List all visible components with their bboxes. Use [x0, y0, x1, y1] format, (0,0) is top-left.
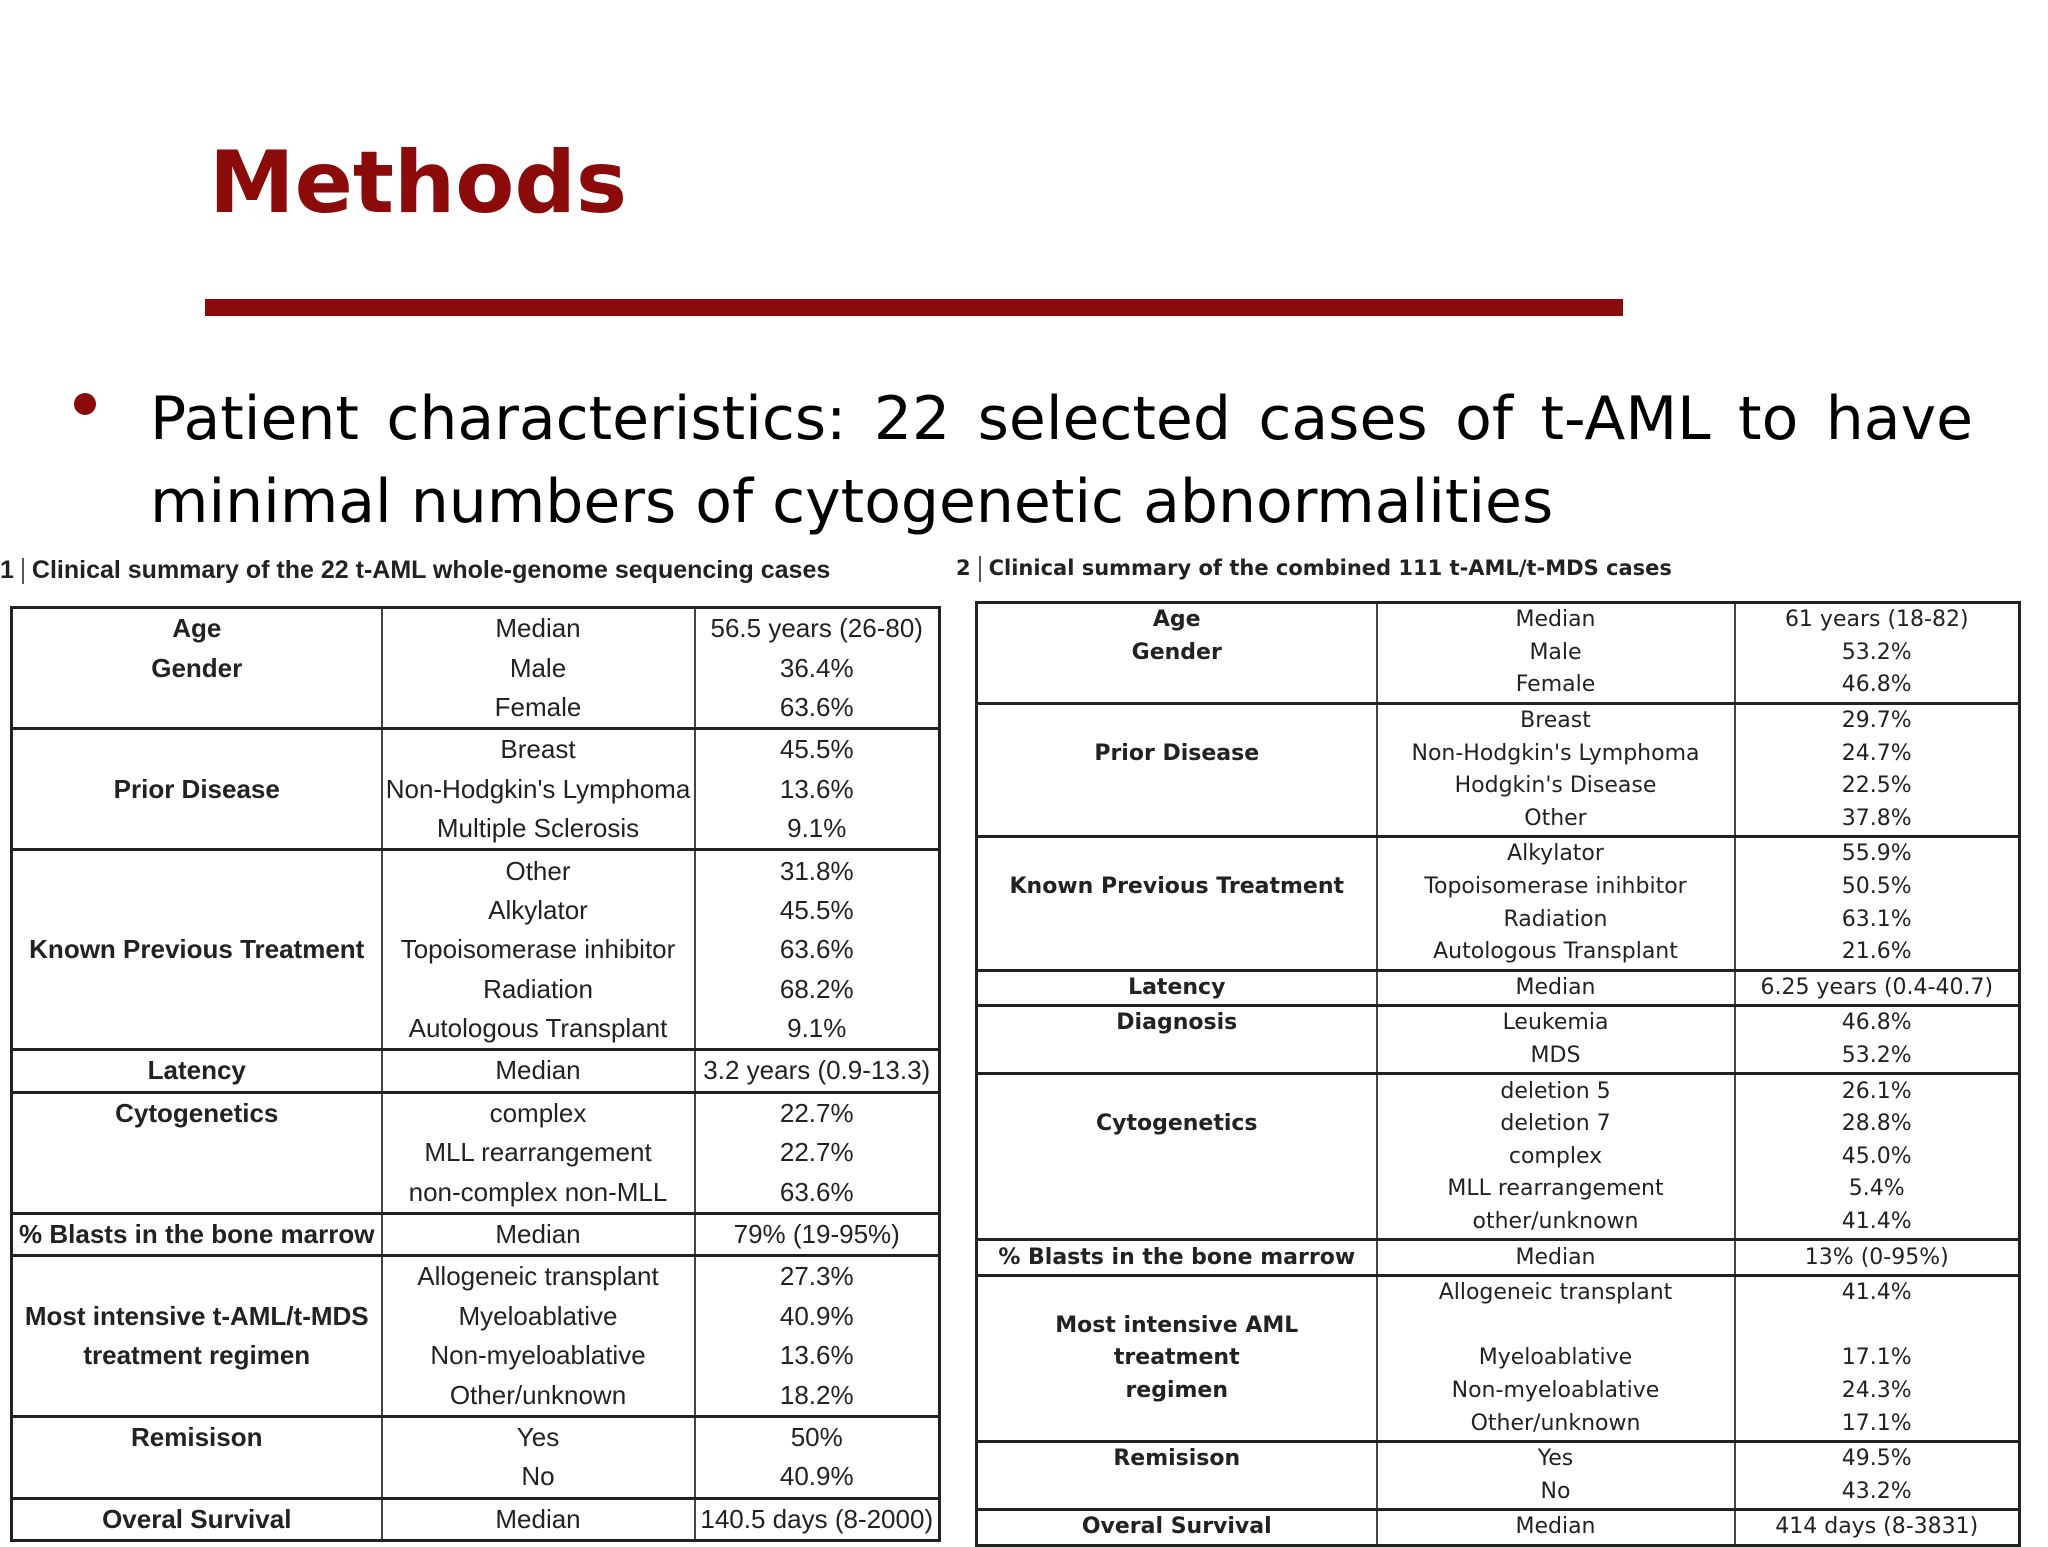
row-category: non-complex non-MLL [382, 1172, 695, 1213]
row-value: 79% (19-95%) [695, 1213, 940, 1255]
row-category: MLL rearrangement [1377, 1173, 1735, 1206]
row-category: Non-Hodgkin's Lymphoma [1377, 737, 1735, 770]
row-value: 43.2% [1735, 1475, 2020, 1509]
row-label [977, 1173, 1377, 1206]
row-category: complex [1377, 1141, 1735, 1174]
row-value: 5.4% [1735, 1173, 2020, 1206]
row-category: Breast [382, 729, 695, 770]
row-category: Non-Hodgkin's Lymphoma [382, 770, 695, 809]
row-category: Alkylator [382, 891, 695, 930]
table1-caption-text: Clinical summary of the 22 t-AML whole-genome sequencing cases [31, 556, 831, 584]
row-category: Other [1377, 803, 1735, 837]
row-category: Breast [1377, 703, 1735, 737]
row-value: 17.1% [1735, 1342, 2020, 1375]
row-value: 53.2% [1735, 637, 2020, 670]
row-category: complex [382, 1092, 695, 1133]
row-value: 21.6% [1735, 936, 2020, 970]
row-label [12, 809, 382, 850]
table-row [977, 1275, 2020, 1309]
table-row [977, 1309, 2020, 1342]
table-row [12, 891, 940, 930]
row-category: Median [1377, 1240, 1735, 1276]
row-value: 50% [695, 1416, 940, 1457]
row-value: 41.4% [1735, 1206, 2020, 1240]
row-label [977, 903, 1377, 936]
table-row [977, 1375, 2020, 1408]
row-value: 18.2% [695, 1375, 940, 1416]
row-label [977, 1275, 1377, 1309]
table-row [977, 637, 2020, 670]
table-row [12, 1297, 940, 1336]
row-value: 37.8% [1735, 803, 2020, 837]
row-category: Topoisomerase inihbitor [1377, 871, 1735, 904]
table-row [12, 688, 940, 729]
row-value: 3.2 years (0.9-13.3) [695, 1050, 940, 1092]
row-category: MDS [1377, 1040, 1735, 1074]
table-row [977, 871, 2020, 904]
row-value: 13.6% [695, 1336, 940, 1375]
table-row [12, 1375, 940, 1416]
row-label: Overal Survival [12, 1498, 382, 1540]
bullet-text: Patient characteristics: 22 selected cases of t-AML to have minimal numbers of cytogenetic abnormalities [150, 384, 1973, 537]
row-category: Female [1377, 669, 1735, 703]
table-row [977, 1342, 2020, 1375]
row-value: 63.6% [695, 930, 940, 969]
row-value: 17.1% [1735, 1407, 2020, 1441]
table-row [12, 970, 940, 1009]
row-label: Latency [977, 970, 1377, 1006]
row-label [977, 770, 1377, 803]
row-value: 22.7% [695, 1092, 940, 1133]
row-category: Other [382, 850, 695, 891]
table-row [977, 1441, 2020, 1475]
table-row [977, 1141, 2020, 1174]
row-category: Alkylator [1377, 837, 1735, 871]
table-row [977, 1407, 2020, 1441]
table-row [12, 850, 940, 891]
table-row [977, 703, 2020, 737]
row-value: 63.6% [695, 688, 940, 729]
caption-divider [979, 556, 981, 582]
table-row [12, 1092, 940, 1133]
row-category: Median [382, 1498, 695, 1540]
row-category [1377, 1309, 1735, 1342]
row-value: 13.6% [695, 770, 940, 809]
row-category: Autologous Transplant [382, 1009, 695, 1050]
row-value: 140.5 days (8-2000) [695, 1498, 940, 1540]
table-row [977, 903, 2020, 936]
row-label: Latency [12, 1050, 382, 1092]
row-label: Prior Disease [977, 737, 1377, 770]
row-value: 41.4% [1735, 1275, 2020, 1309]
row-value: 22.5% [1735, 770, 2020, 803]
row-label [977, 1141, 1377, 1174]
row-label [12, 850, 382, 891]
row-label [12, 1133, 382, 1172]
slide-title: Methods [209, 133, 628, 233]
row-category: Yes [382, 1416, 695, 1457]
row-label [12, 1457, 382, 1498]
row-label: Cytogenetics [12, 1092, 382, 1133]
table-row [12, 1256, 940, 1297]
table2-caption-text: Clinical summary of the combined 111 t-AML/t-MDS cases [988, 556, 1672, 580]
title-underline [205, 299, 1623, 316]
row-label [977, 803, 1377, 837]
row-value [1735, 1309, 2020, 1342]
row-label: Prior Disease [12, 770, 382, 809]
row-value: 24.3% [1735, 1375, 2020, 1408]
row-category: Other/unknown [382, 1375, 695, 1416]
row-value: 63.6% [695, 1172, 940, 1213]
row-category: Myeloablative [382, 1297, 695, 1336]
row-label: Age [12, 608, 382, 649]
row-category: Median [382, 1213, 695, 1255]
row-label [977, 669, 1377, 703]
row-value: 46.8% [1735, 669, 2020, 703]
row-category: Median [382, 1050, 695, 1092]
row-category: Non-myeloablative [1377, 1375, 1735, 1408]
row-value: 50.5% [1735, 871, 2020, 904]
row-label: Gender [977, 637, 1377, 670]
row-value: 13% (0-95%) [1735, 1240, 2020, 1276]
table-row [12, 1498, 940, 1540]
row-label [977, 1407, 1377, 1441]
table2 [975, 601, 2021, 1547]
row-value: 45.0% [1735, 1141, 2020, 1174]
table-row [12, 1050, 940, 1092]
table1-caption-number: 1 [0, 556, 14, 584]
table-row [12, 648, 940, 687]
row-label: Known Previous Treatment [12, 930, 382, 969]
row-value: 53.2% [1735, 1040, 2020, 1074]
row-value: 28.8% [1735, 1108, 2020, 1141]
row-label: Overal Survival [977, 1510, 1377, 1546]
row-label [977, 936, 1377, 970]
row-category: Hodgkin's Disease [1377, 770, 1735, 803]
row-value: 9.1% [695, 1009, 940, 1050]
row-label [12, 1256, 382, 1297]
row-label [977, 837, 1377, 871]
row-category: Male [382, 648, 695, 687]
table-row [12, 1336, 940, 1375]
row-label: % Blasts in the bone marrow [12, 1213, 382, 1255]
row-category: Autologous Transplant [1377, 936, 1735, 970]
row-value: 49.5% [1735, 1441, 2020, 1475]
table-row [977, 803, 2020, 837]
table-row [977, 1040, 2020, 1074]
row-label: Gender [12, 648, 382, 687]
table-row [977, 837, 2020, 871]
table-row [977, 1006, 2020, 1040]
row-label [977, 1475, 1377, 1509]
table-row [12, 1457, 940, 1498]
row-label [12, 688, 382, 729]
table2-caption [956, 556, 1672, 582]
table1-caption [0, 556, 830, 585]
row-value: 22.7% [695, 1133, 940, 1172]
row-category: No [382, 1457, 695, 1498]
table-row [977, 737, 2020, 770]
table-row [12, 770, 940, 809]
row-value: 63.1% [1735, 903, 2020, 936]
table2-caption-number: 2 [956, 556, 971, 580]
row-label: treatment [977, 1342, 1377, 1375]
row-value: 29.7% [1735, 703, 2020, 737]
row-label [12, 1172, 382, 1213]
row-value: 9.1% [695, 809, 940, 850]
table-row [977, 1475, 2020, 1509]
table-row [977, 1510, 2020, 1546]
row-category: Other/unknown [1377, 1407, 1735, 1441]
row-label: Age [977, 603, 1377, 637]
row-value: 6.25 years (0.4-40.7) [1735, 970, 2020, 1006]
table-row [12, 809, 940, 850]
row-value: 55.9% [1735, 837, 2020, 871]
row-category: Radiation [1377, 903, 1735, 936]
row-value: 45.5% [695, 891, 940, 930]
row-category: deletion 5 [1377, 1074, 1735, 1108]
row-label: Remisison [977, 1441, 1377, 1475]
row-category: Median [1377, 603, 1735, 637]
row-category: Median [1377, 1510, 1735, 1546]
table-row [977, 669, 2020, 703]
table-row [12, 1416, 940, 1457]
row-label: Known Previous Treatment [977, 871, 1377, 904]
row-value: 56.5 years (26-80) [695, 608, 940, 649]
row-value: 45.5% [695, 729, 940, 770]
row-value: 36.4% [695, 648, 940, 687]
row-category: Median [382, 608, 695, 649]
row-category: Median [1377, 970, 1735, 1006]
row-category: Allogeneic transplant [382, 1256, 695, 1297]
row-category: Yes [1377, 1441, 1735, 1475]
table-row [12, 608, 940, 649]
table-row [977, 603, 2020, 637]
table-row [12, 1213, 940, 1255]
row-label: treatment regimen [12, 1336, 382, 1375]
table-row [12, 1133, 940, 1172]
row-label: Cytogenetics [977, 1108, 1377, 1141]
caption-divider [22, 558, 24, 584]
row-label: Most intensive t-AML/t-MDS [12, 1297, 382, 1336]
row-label [12, 970, 382, 1009]
row-category: MLL rearrangement [382, 1133, 695, 1172]
table-row [977, 1206, 2020, 1240]
table-row [977, 1173, 2020, 1206]
row-label: regimen [977, 1375, 1377, 1408]
row-category: No [1377, 1475, 1735, 1509]
table-row [977, 1108, 2020, 1141]
row-label [977, 1206, 1377, 1240]
row-label [12, 1009, 382, 1050]
row-category: deletion 7 [1377, 1108, 1735, 1141]
row-label: Most intensive AML [977, 1309, 1377, 1342]
row-value: 40.9% [695, 1297, 940, 1336]
row-category: Topoisomerase inhibitor [382, 930, 695, 969]
row-label [977, 703, 1377, 737]
row-category: Radiation [382, 970, 695, 1009]
row-value: 31.8% [695, 850, 940, 891]
row-value: 24.7% [1735, 737, 2020, 770]
bullet-icon [74, 393, 96, 415]
row-category: Myeloablative [1377, 1342, 1735, 1375]
table-row [12, 1172, 940, 1213]
table1 [10, 606, 941, 1542]
row-value: 68.2% [695, 970, 940, 1009]
row-category: Female [382, 688, 695, 729]
row-category: Allogeneic transplant [1377, 1275, 1735, 1309]
row-category: Non-myeloablative [382, 1336, 695, 1375]
table-row [977, 970, 2020, 1006]
row-label [977, 1040, 1377, 1074]
table-row [977, 1074, 2020, 1108]
row-category: other/unknown [1377, 1206, 1735, 1240]
row-label: Diagnosis [977, 1006, 1377, 1040]
row-category: Multiple Sclerosis [382, 809, 695, 850]
row-value: 27.3% [695, 1256, 940, 1297]
row-value: 40.9% [695, 1457, 940, 1498]
row-value: 46.8% [1735, 1006, 2020, 1040]
row-category: Leukemia [1377, 1006, 1735, 1040]
row-label [977, 1074, 1377, 1108]
row-value: 414 days (8-3831) [1735, 1510, 2020, 1546]
table-row [12, 729, 940, 770]
row-value: 26.1% [1735, 1074, 2020, 1108]
row-label [12, 891, 382, 930]
table-row [977, 1240, 2020, 1276]
row-label [12, 729, 382, 770]
table-row [12, 930, 940, 969]
row-label: % Blasts in the bone marrow [977, 1240, 1377, 1276]
row-value: 61 years (18-82) [1735, 603, 2020, 637]
row-label [12, 1375, 382, 1416]
row-label: Remisison [12, 1416, 382, 1457]
table-row [12, 1009, 940, 1050]
table-row [977, 936, 2020, 970]
row-category: Male [1377, 637, 1735, 670]
table-row [977, 770, 2020, 803]
